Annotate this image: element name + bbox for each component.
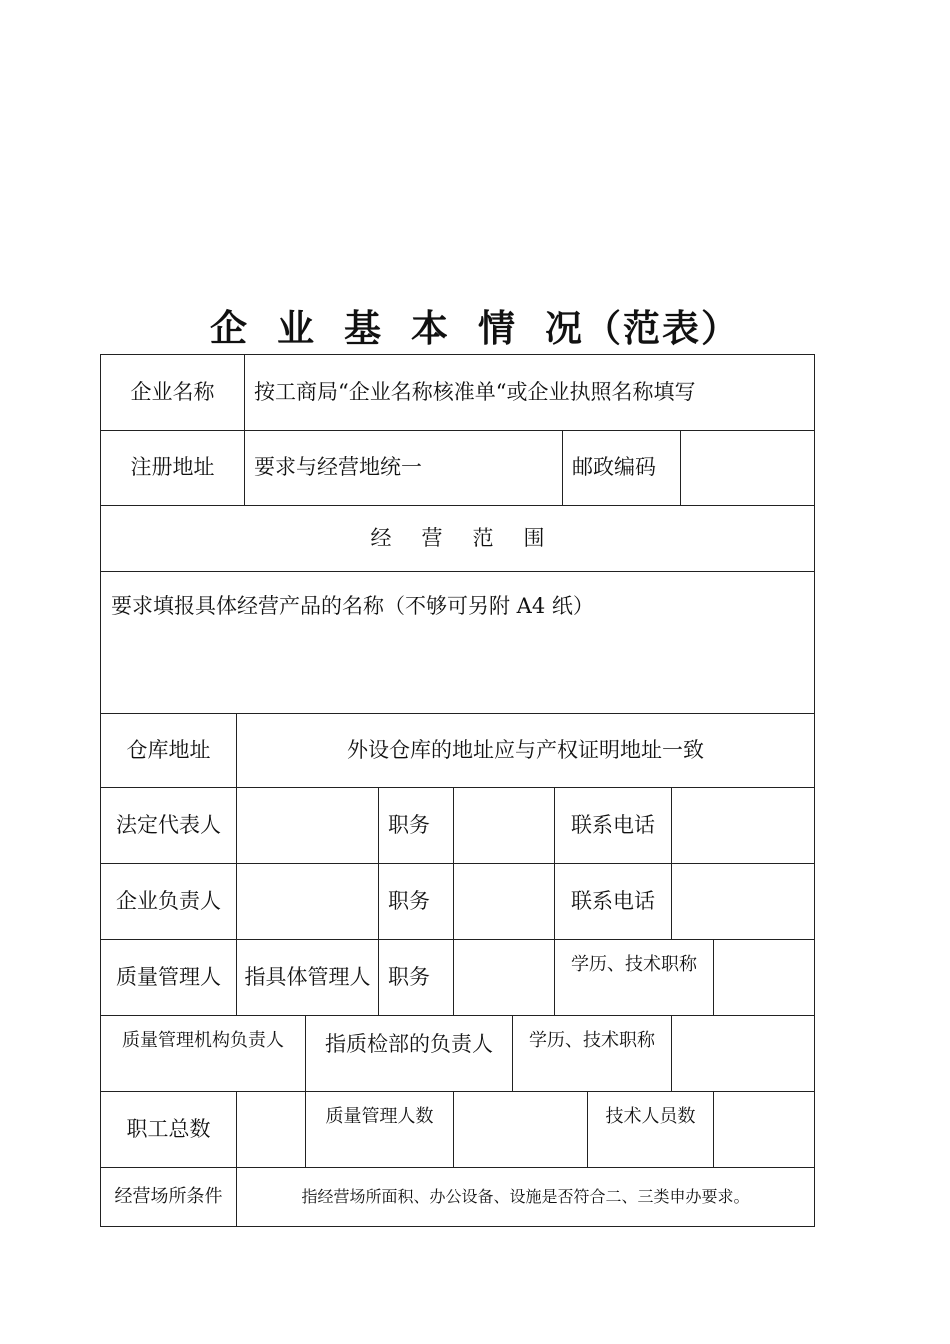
legal-rep-post-label: 职务 (378, 787, 454, 864)
quality-org-head-label: 质量管理机构负责人 (100, 1015, 306, 1092)
business-scope-field[interactable]: 要求填报具体经营产品的名称（不够可另附 A4 纸） (100, 571, 815, 714)
qm-count-label: 质量管理人数 (305, 1091, 454, 1168)
manager-label: 企业负责人 (100, 863, 237, 940)
manager-name-field[interactable] (236, 863, 379, 940)
manager-phone-label: 联系电话 (554, 863, 672, 940)
tech-count-field[interactable] (713, 1091, 815, 1168)
quality-org-head-edu-label: 学历、技术职称 (512, 1015, 672, 1092)
quality-manager-edu-label: 学历、技术职称 (554, 939, 714, 1016)
quality-manager-label: 质量管理人 (100, 939, 237, 1016)
manager-post-label: 职务 (378, 863, 454, 940)
staff-total-label: 职工总数 (100, 1091, 237, 1168)
legal-rep-label: 法定代表人 (100, 787, 237, 864)
page-title: 企 业 基 本 情 况（范表） (210, 307, 740, 350)
postcode-label: 邮政编码 (562, 430, 681, 506)
reg-address-field[interactable]: 要求与经营地统一 (244, 430, 563, 506)
quality-org-head-name-field[interactable]: 指质检部的负责人 (305, 1015, 513, 1092)
premises-label: 经营场所条件 (100, 1167, 237, 1227)
company-name-field[interactable]: 按工商局“企业名称核准单“或企业执照名称填写 (244, 354, 815, 431)
manager-phone-field[interactable] (671, 863, 815, 940)
warehouse-field[interactable]: 外设仓库的地址应与产权证明地址一致 (236, 713, 815, 788)
manager-post-field[interactable] (453, 863, 555, 940)
quality-manager-post-field[interactable] (453, 939, 555, 1016)
legal-rep-post-field[interactable] (453, 787, 555, 864)
quality-org-head-edu-field[interactable] (671, 1015, 815, 1092)
legal-rep-name-field[interactable] (236, 787, 379, 864)
legal-rep-phone-label: 联系电话 (554, 787, 672, 864)
staff-total-field[interactable] (236, 1091, 306, 1168)
quality-manager-post-label: 职务 (378, 939, 454, 1016)
qm-count-field[interactable] (453, 1091, 588, 1168)
reg-address-label: 注册地址 (100, 430, 245, 506)
tech-count-label: 技术人员数 (587, 1091, 714, 1168)
legal-rep-phone-field[interactable] (671, 787, 815, 864)
business-scope-header: 经 营 范 围 (100, 505, 815, 572)
warehouse-label: 仓库地址 (100, 713, 237, 788)
premises-field[interactable]: 指经营场所面积、办公设备、设施是否符合二、三类申办要求。 (236, 1167, 815, 1227)
postcode-field[interactable] (680, 430, 815, 506)
quality-manager-name-field[interactable]: 指具体管理人 (236, 939, 379, 1016)
quality-manager-edu-field[interactable] (713, 939, 815, 1016)
company-name-label: 企业名称 (100, 354, 245, 431)
